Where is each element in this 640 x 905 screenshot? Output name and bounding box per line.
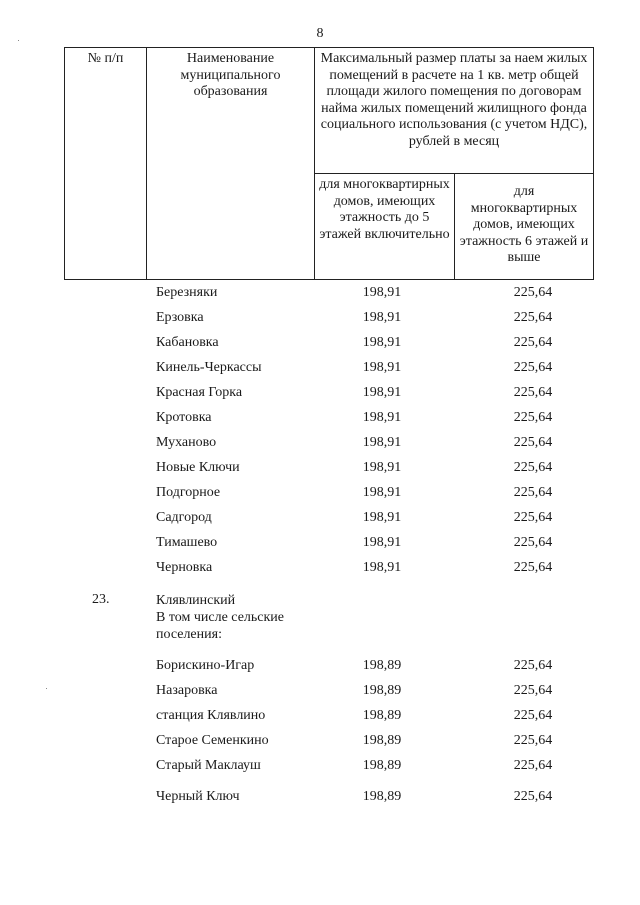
district-number: 23. [92, 592, 110, 607]
value-high-rise: 225,64 [513, 758, 553, 773]
value-low-rise: 198,91 [362, 310, 402, 325]
settlement-name: Черный Ключ [156, 789, 240, 804]
table-row [0, 459, 640, 484]
settlement-name: Красная Горка [156, 385, 243, 400]
value-low-rise: 198,91 [362, 460, 402, 475]
value-high-rise: 225,64 [513, 460, 553, 475]
settlement-name: Кабановка [156, 335, 219, 350]
header-high-rise: для многоквартирных домов, имеющих этажность 6 этажей и выше [455, 174, 594, 280]
settlement-name: Ерзовка [156, 310, 204, 325]
value-high-rise: 225,64 [513, 708, 553, 723]
value-low-rise: 198,91 [362, 410, 402, 425]
table-row [0, 682, 640, 707]
settlement-name: Садгород [156, 510, 212, 525]
value-high-rise: 225,64 [513, 485, 553, 500]
settlement-name: Тимашево [156, 535, 218, 550]
value-low-rise: 198,91 [362, 360, 402, 375]
scan-speck [46, 688, 47, 689]
settlement-name: Муханово [156, 435, 217, 450]
header-low-rise: для многоквартирных домов, имеющих этажность до 5 этажей включительно [315, 174, 455, 280]
settlement-name: Кротовка [156, 410, 212, 425]
value-high-rise: 225,64 [513, 733, 553, 748]
table-row [0, 484, 640, 509]
settlement-name: Березняки [156, 285, 218, 300]
value-high-rise: 225,64 [513, 360, 553, 375]
table-row [0, 657, 640, 682]
table-header [64, 47, 594, 280]
value-high-rise: 225,64 [513, 310, 553, 325]
value-high-rise: 225,64 [513, 510, 553, 525]
table-row [0, 757, 640, 782]
table-row [0, 509, 640, 534]
header-num: № п/п [65, 48, 147, 280]
value-high-rise: 225,64 [513, 789, 553, 804]
settlement-name: Новые Ключи [156, 460, 240, 475]
value-high-rise: 225,64 [513, 435, 553, 450]
page-number: 8 [316, 26, 324, 41]
table-row [0, 384, 640, 409]
value-low-rise: 198,91 [362, 560, 402, 575]
settlement-name: Борискино-Игар [156, 658, 255, 673]
header-name: Наименование муниципального образования [147, 48, 315, 280]
value-low-rise: 198,89 [362, 683, 402, 698]
value-high-rise: 225,64 [513, 560, 553, 575]
value-high-rise: 225,64 [513, 285, 553, 300]
table-row [0, 732, 640, 757]
value-low-rise: 198,89 [362, 658, 402, 673]
table-row [0, 284, 640, 309]
value-low-rise: 198,89 [362, 758, 402, 773]
table-body [0, 284, 640, 813]
value-high-rise: 225,64 [513, 410, 553, 425]
value-low-rise: 198,91 [362, 335, 402, 350]
value-low-rise: 198,91 [362, 510, 402, 525]
value-low-rise: 198,91 [362, 285, 402, 300]
value-low-rise: 198,91 [362, 535, 402, 550]
value-high-rise: 225,64 [513, 658, 553, 673]
settlement-name: Назаровка [156, 683, 218, 698]
table-row [0, 409, 640, 434]
table-row [0, 534, 640, 559]
district-subtitle-line2: поселения: [156, 627, 222, 642]
table-row [0, 309, 640, 334]
district-name: Клявлинский [156, 593, 236, 608]
table-row [0, 788, 640, 813]
value-high-rise: 225,64 [513, 535, 553, 550]
value-high-rise: 225,64 [513, 683, 553, 698]
value-low-rise: 198,89 [362, 708, 402, 723]
district-subtitle-line1: В том числе сельские [156, 610, 285, 625]
rows-part1 [0, 284, 640, 584]
value-low-rise: 198,91 [362, 435, 402, 450]
value-high-rise: 225,64 [513, 335, 553, 350]
value-low-rise: 198,89 [362, 789, 402, 804]
settlement-name: Подгорное [156, 485, 221, 500]
header-group: Максимальный размер платы за наем жилых помещений в расчете на 1 кв. метр общей площади жилого помещения по договорам найма жилых помещений жилищного фонда социального использования (с учетом НДС), рублей в месяц [315, 48, 594, 174]
settlement-name: Старое Семенкино [156, 733, 269, 748]
settlement-name: станция Клявлино [156, 708, 266, 723]
settlement-name: Кинель-Черкассы [156, 360, 262, 375]
rows-part2 [0, 657, 640, 813]
value-high-rise: 225,64 [513, 385, 553, 400]
value-low-rise: 198,89 [362, 733, 402, 748]
settlement-name: Черновка [156, 560, 213, 575]
district-row [0, 592, 640, 657]
table-row [0, 707, 640, 732]
table-row [0, 334, 640, 359]
table-row [0, 559, 640, 584]
table-row [0, 434, 640, 459]
scan-speck [18, 40, 19, 41]
value-low-rise: 198,91 [362, 485, 402, 500]
table-row [0, 359, 640, 384]
settlement-name: Старый Маклауш [156, 758, 261, 773]
value-low-rise: 198,91 [362, 385, 402, 400]
